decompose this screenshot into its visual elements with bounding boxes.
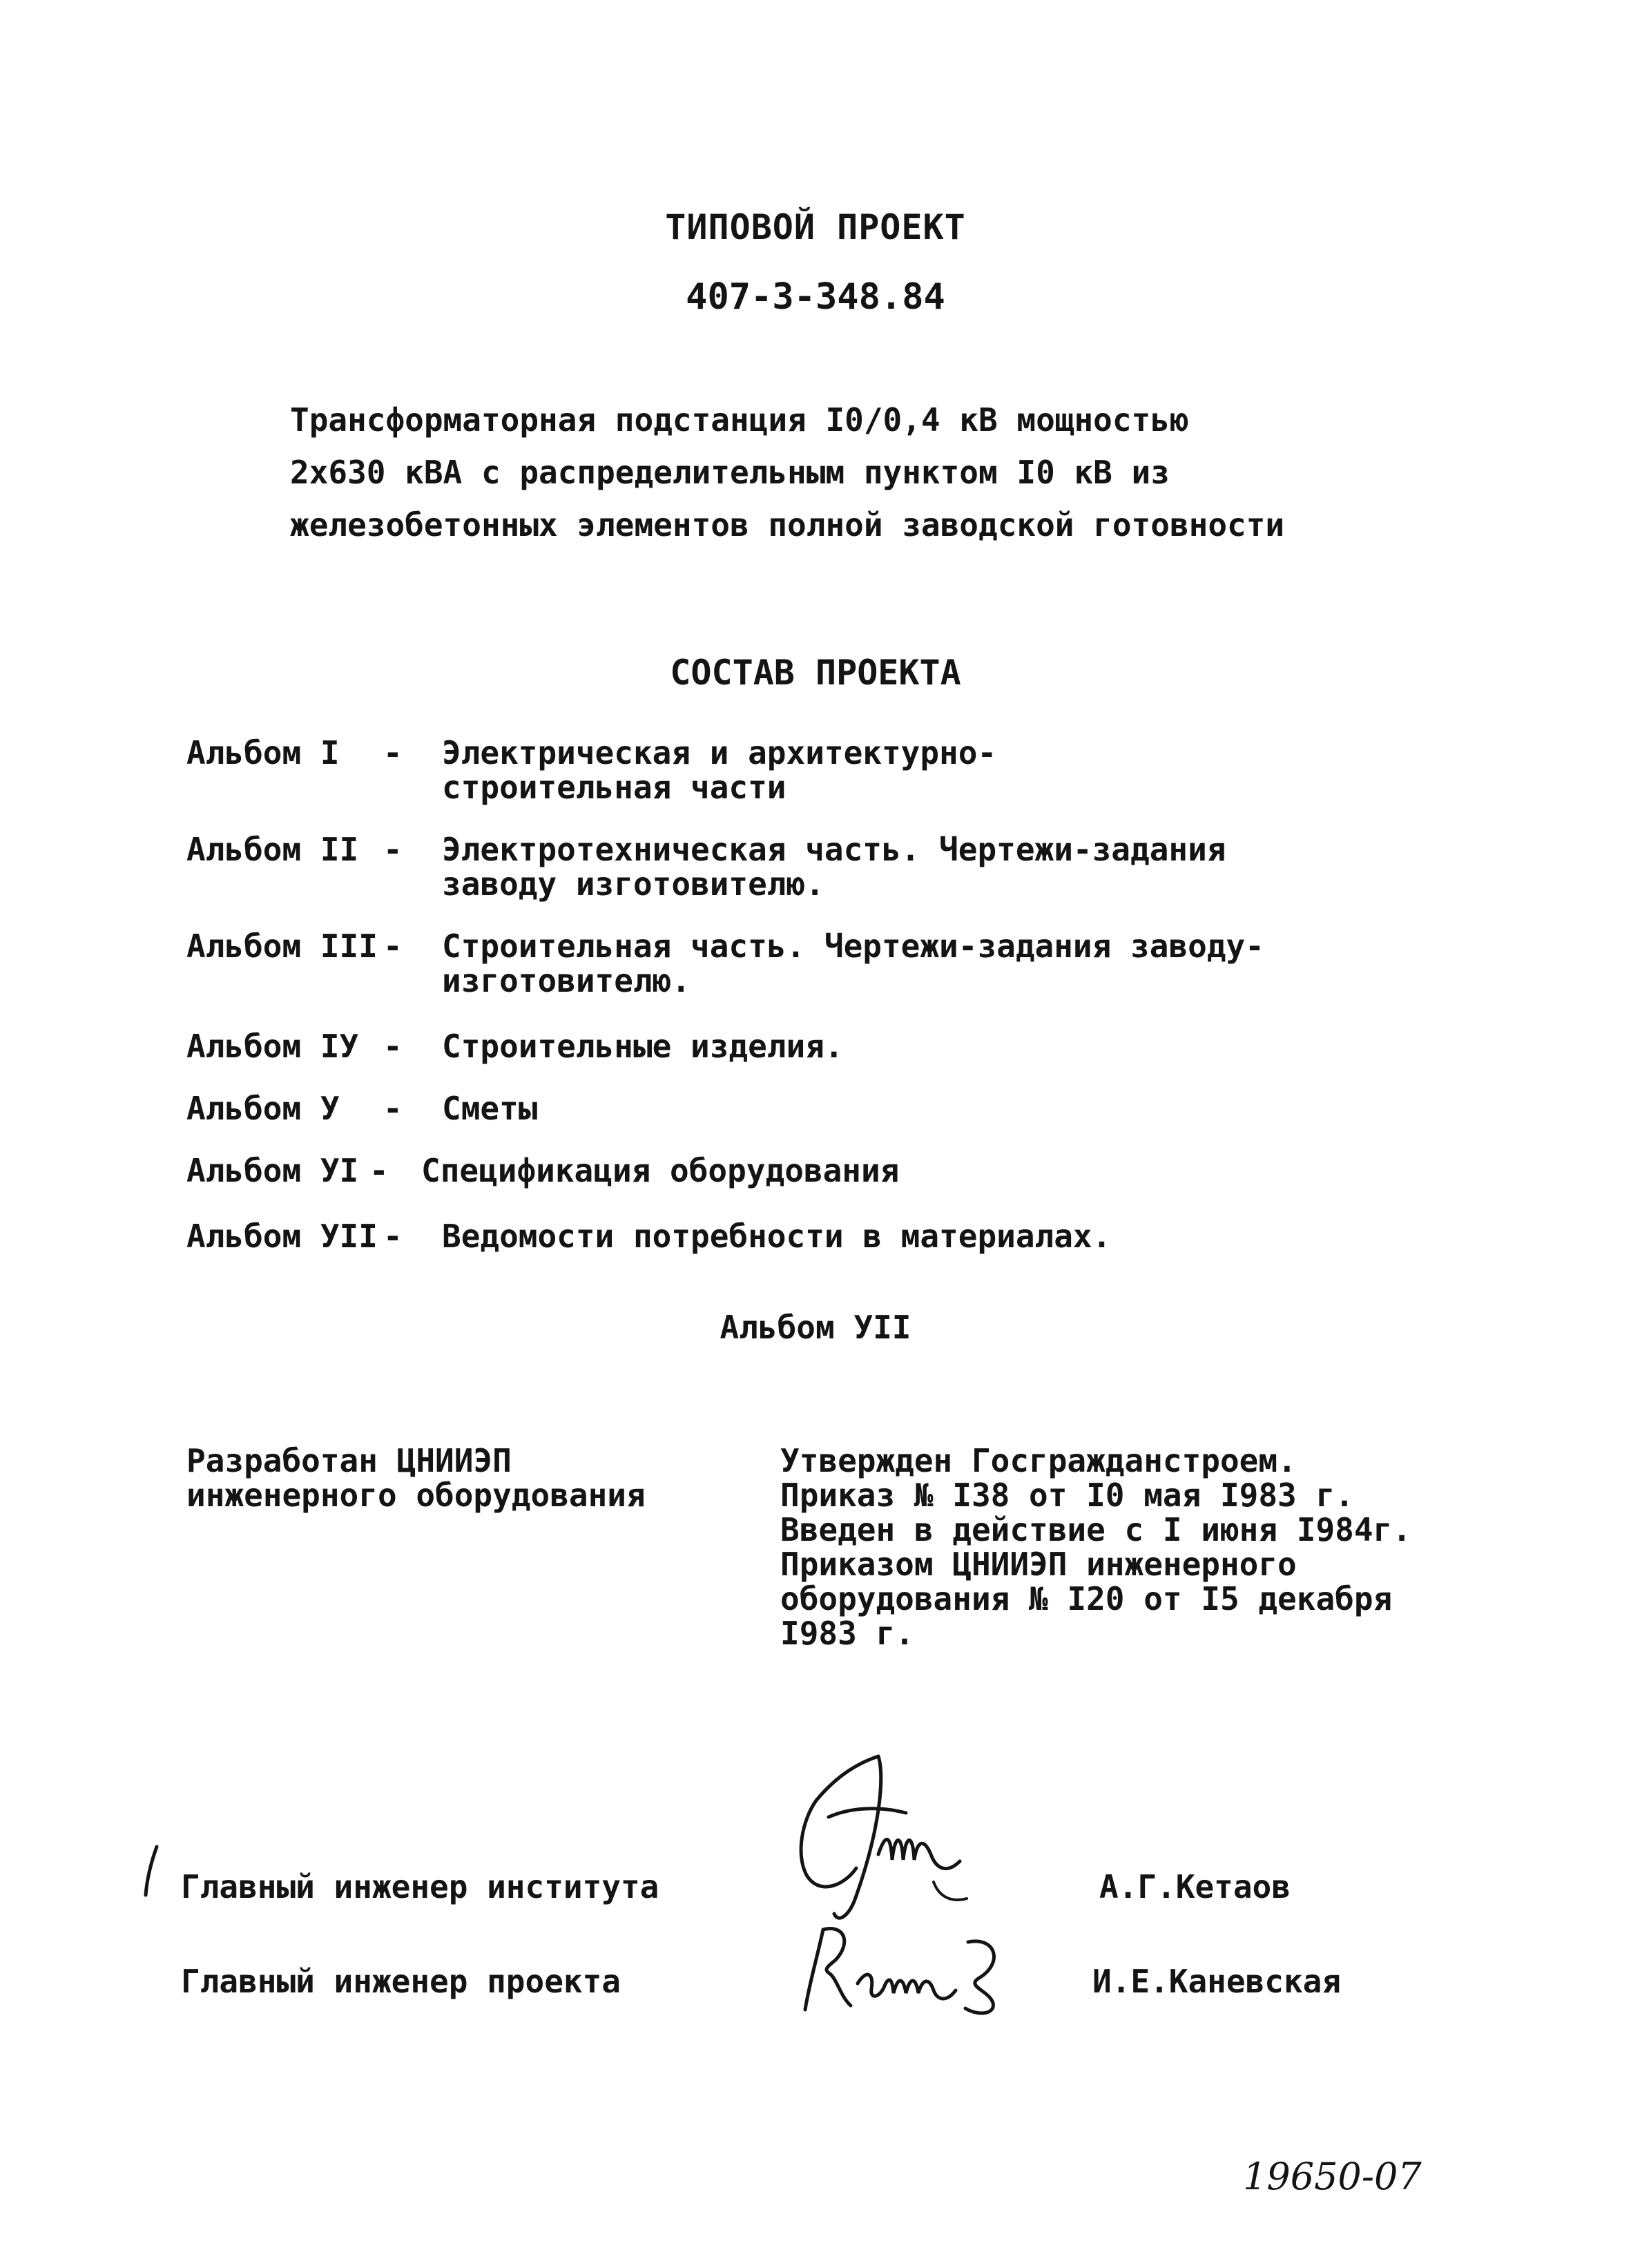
album-description-line: Сметы <box>442 1090 538 1127</box>
album-dash: - <box>383 1028 403 1065</box>
description-line: железобетонных элементов полной заводской готовности <box>290 506 1285 544</box>
description-line: 2х630 кВА с распределительным пунктом I0 кВ из <box>290 454 1170 491</box>
project-type-title: ТИПОВОЙ ПРОЕКТ <box>665 207 966 247</box>
tick-mark-icon <box>142 1844 162 1899</box>
album-label: Альбом III <box>186 928 378 965</box>
album-description <box>442 832 1226 901</box>
album-label: Альбом УI <box>186 1152 359 1189</box>
album-dash: - <box>383 734 403 771</box>
composition-title: СОСТАВ ПРОЕКТА <box>670 653 961 693</box>
signature-position: Главный инженер института <box>181 1868 659 1905</box>
album-description <box>442 929 1264 998</box>
album-dash: - <box>383 928 403 965</box>
album-description-line: Спецификация оборудования <box>421 1152 900 1189</box>
album-dash: - <box>383 1090 403 1127</box>
album-description <box>442 1091 537 1126</box>
signature-name: И.Е.Каневская <box>1092 1963 1342 2000</box>
handwritten-signature-icon <box>775 1751 996 1930</box>
album-description <box>421 1153 899 1188</box>
approval-line: оборудования № I20 от I5 декабря <box>780 1580 1393 1617</box>
album-description-line: Строительные изделия. <box>442 1028 844 1065</box>
album-description-line: изготовителю. <box>442 962 691 999</box>
album-dash: - <box>383 831 403 868</box>
archive-number: 19650-07 <box>1243 2155 1422 2198</box>
album-description-line: Электрическая и архитектурно- <box>442 734 997 771</box>
album-description-line: строительная части <box>442 769 786 806</box>
album-description <box>442 1029 844 1064</box>
album-description-line: Ведомости потребности в материалах. <box>442 1218 1112 1255</box>
approval-block <box>780 1443 1411 1651</box>
album-description <box>442 736 996 805</box>
album-description-line: Электротехническая часть. Чертежи-задания <box>442 831 1226 868</box>
current-album-label: Альбом УII <box>720 1309 911 1346</box>
signature-name: А.Г.Кетаов <box>1099 1868 1291 1905</box>
approval-line: Приказ № I38 от I0 мая I983 г. <box>780 1477 1354 1514</box>
album-description <box>442 1219 1111 1253</box>
project-description <box>290 394 1284 551</box>
approval-line: I983 г. <box>780 1615 914 1652</box>
album-dash: - <box>383 1218 403 1255</box>
developed-by-line: Разработан ЦНИИЭП <box>186 1442 512 1479</box>
album-label: Альбом II <box>186 831 359 868</box>
album-description-line: Строительная часть. Чертежи-задания заводу- <box>442 928 1264 965</box>
project-code: 407-3-348.84 <box>686 276 945 318</box>
album-label: Альбом У <box>186 1090 340 1127</box>
album-label: Альбом IУ <box>186 1028 359 1065</box>
developed-by-line: инженерного оборудования <box>186 1477 646 1514</box>
developed-by-block <box>186 1443 646 1512</box>
description-line: Трансформаторная подстанция I0/0,4 кВ мощностью <box>290 401 1189 439</box>
album-label: Альбом УII <box>186 1218 378 1255</box>
album-description-line: заводу изготовителю. <box>442 865 824 903</box>
approval-line: Утвержден Госгражданстроем. <box>780 1442 1297 1479</box>
approval-line: Приказом ЦНИИЭП инженерного <box>780 1546 1297 1583</box>
approval-line: Введен в действие с I июня I984г. <box>780 1511 1411 1548</box>
signature-position: Главный инженер проекта <box>181 1963 621 2000</box>
handwritten-signature-icon <box>802 1921 1023 2018</box>
album-label: Альбом I <box>186 734 340 771</box>
album-dash: - <box>369 1152 389 1189</box>
